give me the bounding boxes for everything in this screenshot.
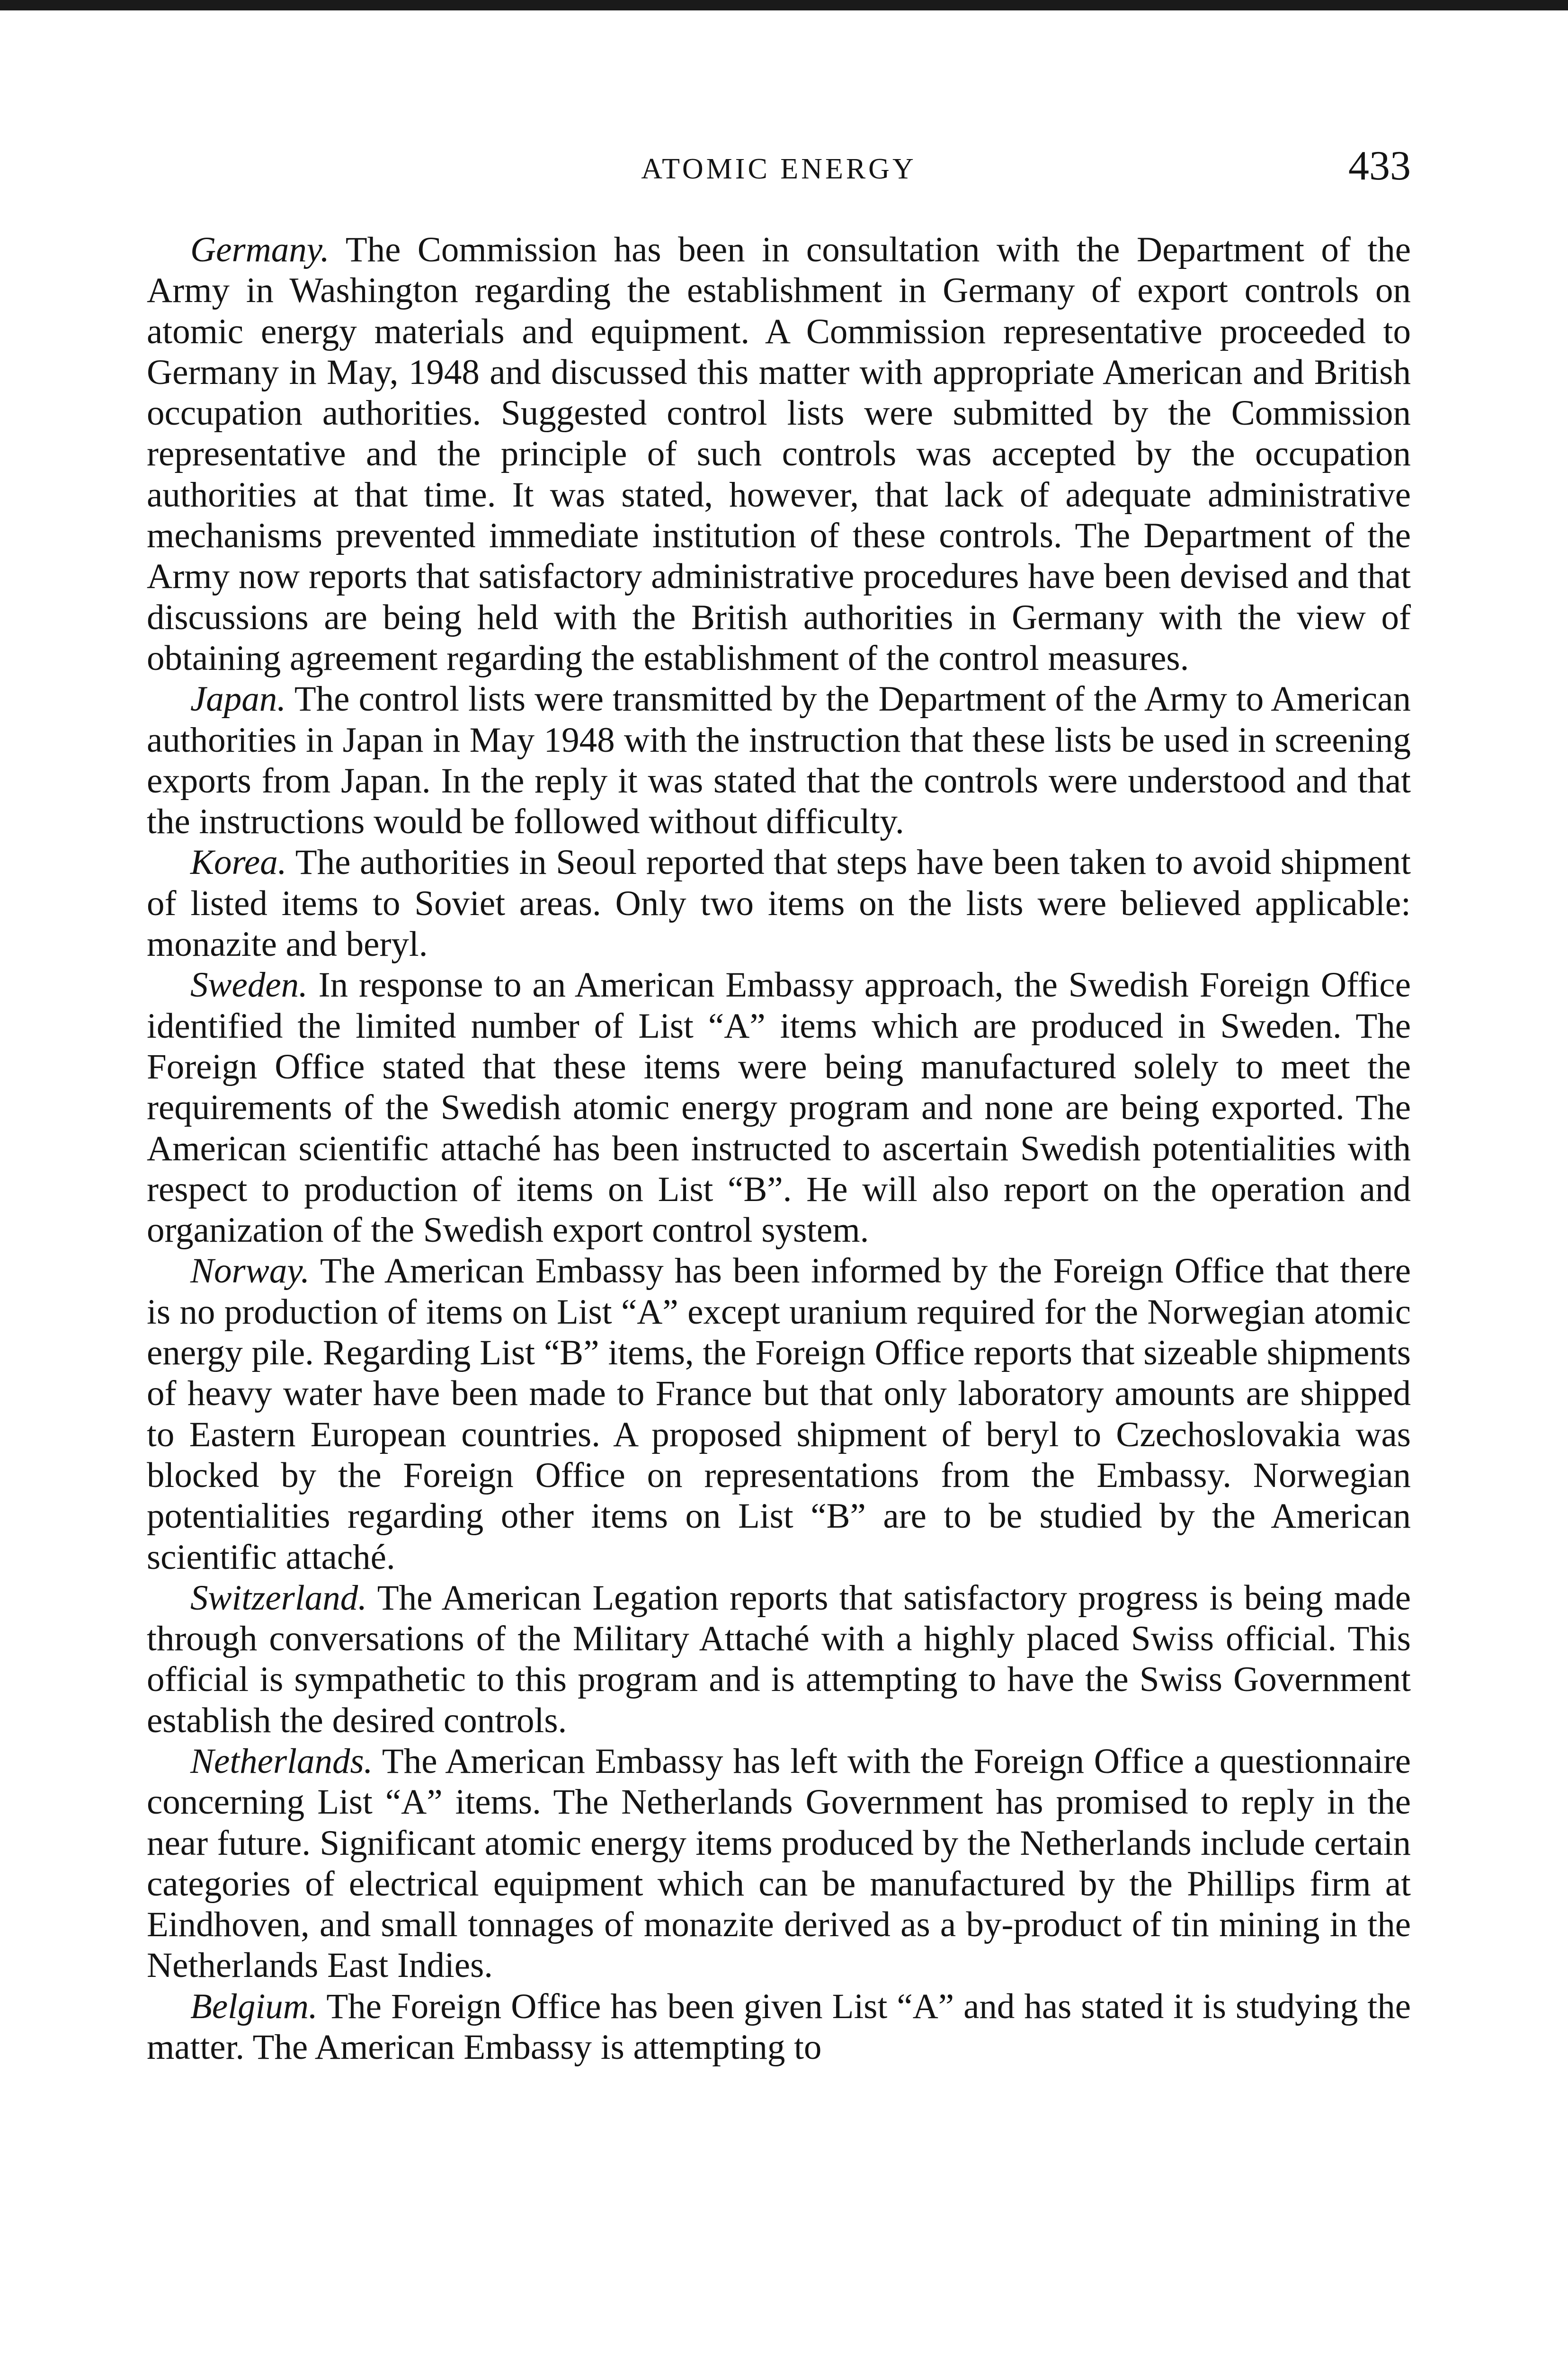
country-heading: Belgium. [190,1986,318,2026]
country-heading: Korea. [190,843,287,882]
paragraph-netherlands [147,1741,1411,1986]
paragraph-text: The control lists were transmitted by the Department of the Army to American authorities in Japan in May 1948 with the instruction that these lists be used in screening exports from Japan. In the reply it was stated that the controls were understood and that the instructions would be followed without difficulty. [147,679,1411,842]
paragraph-norway [147,1251,1411,1577]
country-heading: Japan. [190,679,286,719]
paragraph-text: The American Legation reports that satisfactory progress is being made through conversations of the Military Attaché with a highly placed Swiss official. This official is sympathetic to this program and is attempting to have the Swiss Government establish the desired controls. [147,1578,1411,1740]
paragraph-sweden [147,965,1411,1251]
page-number: 433 [1348,143,1411,189]
running-head: ATOMIC ENERGY [641,153,917,185]
paragraph-text: The American Embassy has been informed by the Foreign Office that there is no production of items on List “A” except uranium required for the Norwegian atomic energy pile. Regarding List “B” items, the Foreign Office reports that sizeable shipments of heavy water have been made to France but that only laboratory amounts are shipped to Eastern European countries. A proposed shipment of beryl to Czechoslovakia was blocked by the Foreign Office on representations from the Embassy. Norwegian potentialities regarding other items on List “B” are to be studied by the American scientific attaché. [147,1251,1411,1577]
paragraph-korea [147,842,1411,965]
page-header [147,142,1411,194]
body-text [147,230,1411,2068]
paragraph-text: In response to an American Embassy approach, the Swedish Foreign Office identified the limited number of List “A” items which are produced in Sweden. The Foreign Office stated that these items were being manufactured solely to meet the requirements of the Swedish atomic energy program and none are being exported. The American scientific attaché has been instructed to ascertain Swedish potentialities with respect to production of items on List “B”. He will also report on the operation and organization of the Swedish export control system. [147,965,1411,1250]
country-heading: Switzerland. [190,1578,367,1618]
country-heading: Sweden. [190,965,308,1005]
paragraph-belgium [147,1986,1411,2068]
paragraph-text: The Foreign Office has been given List “A” and has stated it is studying the matter. The American Embassy is attempting to [147,1986,1411,2067]
paragraph-japan [147,679,1411,842]
country-heading: Norway. [190,1251,310,1291]
paragraph-text: The authorities in Seoul reported that steps have been taken to avoid shipment of listed items to Soviet areas. Only two items on the lists were believed applicable: monazite and beryl. [147,843,1411,964]
paragraph-switzerland [147,1578,1411,1741]
top-border-rule [0,0,1568,10]
paragraph-germany [147,230,1411,679]
country-heading: Netherlands. [190,1741,373,1781]
paragraph-text: The American Embassy has left with the Foreign Office a questionnaire concerning List “A” items. The Netherlands Government has promised to reply in the near future. Significant atomic energy items produced by the Netherlands include certain categories of electrical equipment which can be manufactured by the Phillips firm at Eindhoven, and small tonnages of monazite derived as a by-product of tin mining in the Netherlands East Indies. [147,1741,1411,1985]
country-heading: Germany. [190,230,330,269]
paragraph-text: The Commission has been in consultation with the Department of the Army in Washington regarding the establishment in Germany of export controls on atomic energy materials and equipment. A Commission representative proceeded to Germany in May, 1948 and discussed this matter with appropriate American and British occupation authorities. Suggested control lists were submitted by the Commission representative and the principle of such controls was accepted by the occupation authorities at that time. It was stated, however, that lack of adequate administrative mechanisms prevented immediate institution of these controls. The Department of the Army now reports that satisfactory administrative procedures have been devised and that discussions are being held with the British authorities in Germany with the view of obtaining agreement regarding the establishment of the control measures. [147,230,1411,678]
